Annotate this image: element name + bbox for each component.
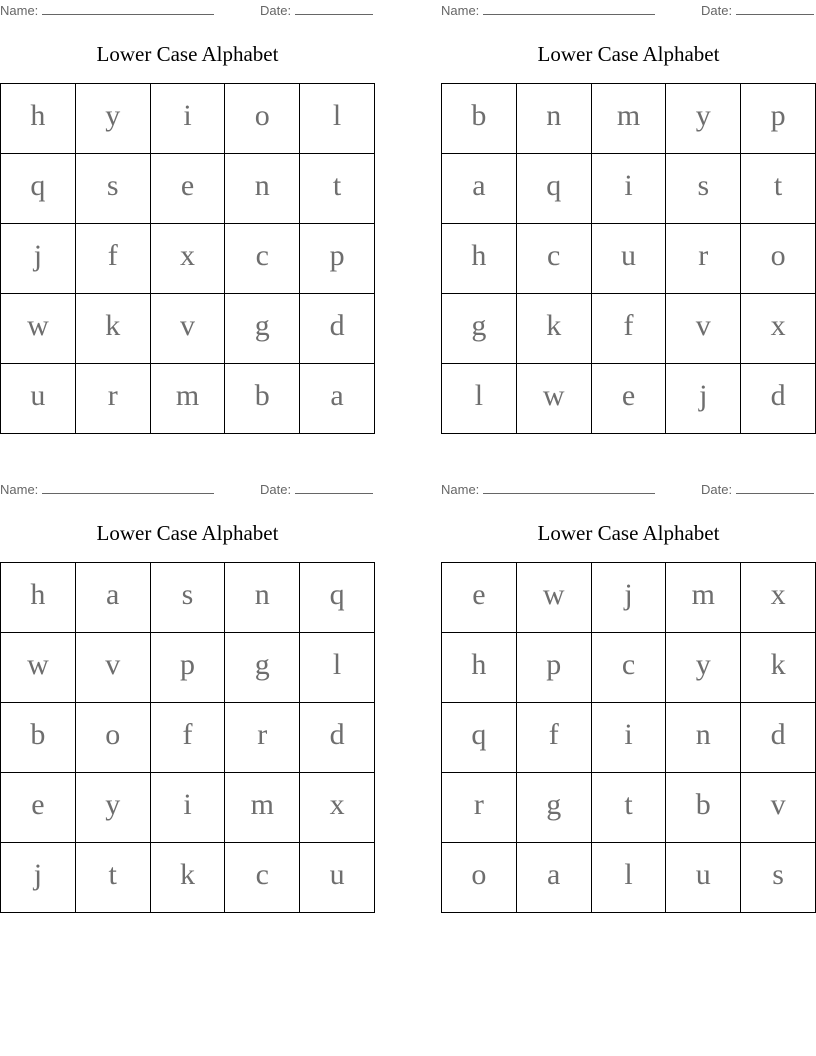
letter: g xyxy=(546,787,562,821)
letter-cell xyxy=(591,364,666,434)
worksheet-title: Lower Case Alphabet xyxy=(96,521,279,545)
letter: d xyxy=(329,308,345,342)
letter: b xyxy=(30,717,46,751)
letter-cell xyxy=(666,703,741,773)
letter-cell xyxy=(516,294,591,364)
letter: i xyxy=(624,717,633,751)
letter: e xyxy=(621,378,636,412)
date-label: Date: xyxy=(701,3,733,18)
grid-row xyxy=(1,154,375,224)
letter-cell xyxy=(75,154,150,224)
letter-cell xyxy=(225,703,300,773)
letter-cell xyxy=(300,563,375,633)
worksheet-title: Lower Case Alphabet xyxy=(537,42,720,66)
letter: v xyxy=(180,308,195,342)
letter-cell xyxy=(1,84,76,154)
date-field[interactable] xyxy=(701,482,814,497)
letter-cell xyxy=(516,563,591,633)
letter: o xyxy=(471,857,487,891)
grid-row xyxy=(1,843,375,913)
letter-cell xyxy=(150,364,225,434)
letter: t xyxy=(332,168,342,202)
letter-cell xyxy=(1,563,76,633)
grid-row xyxy=(442,84,816,154)
letter: j xyxy=(699,378,708,412)
letter: e xyxy=(180,168,195,202)
grid-row xyxy=(442,294,816,364)
letter-cell xyxy=(591,563,666,633)
date-label: Date: xyxy=(260,3,292,18)
letter-cell xyxy=(150,84,225,154)
letter-cell xyxy=(666,773,741,843)
name-blank-line[interactable] xyxy=(483,4,655,15)
letter-cell xyxy=(75,224,150,294)
letter: p xyxy=(546,647,562,681)
letter: v xyxy=(105,647,121,681)
letter-cell xyxy=(442,224,517,294)
letter-cell xyxy=(741,294,816,364)
letter: h xyxy=(30,577,46,611)
letter-cell xyxy=(225,84,300,154)
letter-cell xyxy=(300,154,375,224)
letter: b xyxy=(254,378,270,412)
letter: r xyxy=(473,787,484,821)
letter-cell xyxy=(442,154,517,224)
date-field[interactable] xyxy=(260,482,373,497)
letter: o xyxy=(254,98,270,132)
grid-row xyxy=(1,224,375,294)
letter-cell xyxy=(741,843,816,913)
letter: o xyxy=(105,717,121,751)
letter: w xyxy=(542,577,565,611)
letter-cell xyxy=(225,154,300,224)
letter-cell xyxy=(300,294,375,364)
letter: s xyxy=(181,577,194,611)
letter-cell xyxy=(150,224,225,294)
letter-cell xyxy=(591,773,666,843)
name-label: Name: xyxy=(441,3,480,18)
letter: i xyxy=(183,98,192,132)
letter-cell xyxy=(442,703,517,773)
letter: w xyxy=(542,378,565,412)
letter: x xyxy=(329,787,345,821)
letter: k xyxy=(179,857,195,891)
letter-cell xyxy=(225,563,300,633)
letter: a xyxy=(106,577,120,611)
grid-row xyxy=(1,633,375,703)
letter-cell xyxy=(300,364,375,434)
letter: q xyxy=(471,717,487,751)
letter: l xyxy=(332,98,342,132)
worksheet-header xyxy=(0,0,375,20)
letter-cell xyxy=(591,843,666,913)
name-blank-line[interactable] xyxy=(483,483,655,494)
grid-row xyxy=(442,773,816,843)
letter-cell xyxy=(225,633,300,703)
letter: y xyxy=(105,98,121,132)
letter-cell xyxy=(75,364,150,434)
letter-cell xyxy=(300,224,375,294)
letter: n xyxy=(254,577,270,611)
letter-cell xyxy=(666,294,741,364)
letter: s xyxy=(772,857,784,891)
letter-cell xyxy=(75,843,150,913)
letter: h xyxy=(30,98,46,132)
letter-cell xyxy=(75,294,150,364)
letter-cell xyxy=(1,703,76,773)
letter: f xyxy=(623,308,634,342)
letter-cell xyxy=(442,294,517,364)
letter-cell xyxy=(225,224,300,294)
letter: e xyxy=(472,577,486,611)
letter-cell xyxy=(75,633,150,703)
letter-cell xyxy=(75,563,150,633)
letter: r xyxy=(107,378,118,412)
letter-cell xyxy=(442,84,517,154)
letter-cell xyxy=(225,364,300,434)
grid-row xyxy=(442,703,816,773)
letter: r xyxy=(257,717,268,751)
grid-row xyxy=(442,364,816,434)
letter: m xyxy=(250,787,274,821)
letter-cell xyxy=(741,563,816,633)
letter: l xyxy=(624,857,633,891)
letter-cell xyxy=(591,224,666,294)
grid-row xyxy=(442,224,816,294)
letter-cell xyxy=(741,703,816,773)
letter: t xyxy=(773,168,783,202)
date-label: Date: xyxy=(701,482,733,497)
letter-cell xyxy=(150,294,225,364)
letter: g xyxy=(254,647,270,681)
letter: c xyxy=(255,238,269,272)
letter: v xyxy=(695,308,711,342)
letter: x xyxy=(180,238,195,272)
letter: t xyxy=(624,787,633,821)
letter-cell xyxy=(300,84,375,154)
worksheet-header xyxy=(0,479,375,499)
grid-row xyxy=(1,563,375,633)
letter-cell xyxy=(442,563,517,633)
letter: p xyxy=(770,98,786,132)
letter-cell xyxy=(1,843,76,913)
letter: c xyxy=(621,647,636,681)
letter: t xyxy=(108,857,117,891)
letter-cell xyxy=(741,224,816,294)
letter: q xyxy=(329,577,345,611)
letter: g xyxy=(254,308,270,342)
letter-cell xyxy=(300,773,375,843)
letter-cell xyxy=(300,633,375,703)
letter: p xyxy=(329,238,345,272)
letter-cell xyxy=(442,773,517,843)
grid-row xyxy=(442,843,816,913)
letter: f xyxy=(182,717,193,751)
letter: q xyxy=(30,168,46,202)
letter: g xyxy=(471,308,487,342)
letter-cell xyxy=(591,84,666,154)
letter-cell xyxy=(442,843,517,913)
letter: l xyxy=(474,378,484,412)
letter-cell xyxy=(591,154,666,224)
letter: b xyxy=(695,787,711,821)
letter-cell xyxy=(516,703,591,773)
letter: h xyxy=(471,238,487,272)
letter: n xyxy=(695,717,711,751)
letter: w xyxy=(27,308,49,342)
letter-cell xyxy=(150,633,225,703)
letter-cell xyxy=(75,773,150,843)
letter-cell xyxy=(741,633,816,703)
letter: s xyxy=(106,168,119,202)
grid-row xyxy=(1,364,375,434)
worksheet-title: Lower Case Alphabet xyxy=(96,42,279,66)
name-blank-line[interactable] xyxy=(42,4,214,15)
letter: d xyxy=(770,717,786,751)
letter-cell xyxy=(516,633,591,703)
letter-cell xyxy=(150,154,225,224)
letter: y xyxy=(105,787,121,821)
grid-row xyxy=(442,633,816,703)
letter-cell xyxy=(150,703,225,773)
letter: d xyxy=(329,717,345,751)
letter-cell xyxy=(1,773,76,843)
letter: o xyxy=(770,238,786,272)
letter: s xyxy=(697,168,710,202)
letter-cell xyxy=(442,633,517,703)
letter: u xyxy=(30,378,46,412)
letter: d xyxy=(770,378,786,412)
letter-cell xyxy=(1,224,76,294)
letter-cell xyxy=(225,773,300,843)
letter-cell xyxy=(1,154,76,224)
date-blank-line[interactable] xyxy=(295,4,373,15)
letter-cell xyxy=(1,633,76,703)
letter: h xyxy=(471,647,487,681)
letter: f xyxy=(548,717,559,751)
letter-grid xyxy=(441,83,816,434)
letter: m xyxy=(691,577,715,611)
name-field[interactable] xyxy=(0,3,214,18)
name-field[interactable] xyxy=(441,3,655,18)
letter-cell xyxy=(591,294,666,364)
letter-cell xyxy=(666,633,741,703)
letter-cell xyxy=(150,843,225,913)
letter: c xyxy=(255,857,269,891)
date-blank-line[interactable] xyxy=(736,4,814,15)
letter: m xyxy=(175,378,200,412)
letter-cell xyxy=(516,364,591,434)
letter-cell xyxy=(150,563,225,633)
letter: a xyxy=(547,857,561,891)
date-blank-line[interactable] xyxy=(736,483,814,494)
letter: j xyxy=(33,857,43,891)
letter: c xyxy=(547,238,561,272)
date-field[interactable] xyxy=(701,3,814,18)
letter: w xyxy=(27,647,49,681)
letter: x xyxy=(770,308,786,342)
letter-grid xyxy=(0,562,375,913)
letter: m xyxy=(616,98,641,132)
name-label: Name: xyxy=(441,482,480,497)
letter: j xyxy=(624,577,633,611)
letter: p xyxy=(179,647,195,681)
letter-cell xyxy=(1,364,76,434)
letter-cell xyxy=(666,84,741,154)
grid-row xyxy=(1,773,375,843)
letter: b xyxy=(471,98,487,132)
letter: y xyxy=(695,647,711,681)
letter: i xyxy=(624,168,633,202)
letter-grid xyxy=(0,83,375,434)
letter-cell xyxy=(516,773,591,843)
worksheet-header xyxy=(441,0,816,20)
letter-cell xyxy=(1,294,76,364)
worksheet-title: Lower Case Alphabet xyxy=(537,521,720,545)
letter: u xyxy=(621,238,636,272)
name-field[interactable] xyxy=(441,482,655,497)
letter-cell xyxy=(516,84,591,154)
letter-cell xyxy=(300,703,375,773)
letter: n xyxy=(254,168,270,202)
grid-row xyxy=(1,84,375,154)
letter-cell xyxy=(442,364,517,434)
letter-cell xyxy=(75,84,150,154)
grid-row xyxy=(442,154,816,224)
name-label: Name: xyxy=(0,3,39,18)
letter: u xyxy=(695,857,711,891)
letter: r xyxy=(698,238,709,272)
letter-cell xyxy=(150,773,225,843)
letter-cell xyxy=(666,364,741,434)
letter-cell xyxy=(666,843,741,913)
name-label: Name: xyxy=(0,482,39,497)
letter: v xyxy=(770,787,786,821)
grid-row xyxy=(442,563,816,633)
letter-cell xyxy=(516,154,591,224)
letter: q xyxy=(546,168,562,202)
letter-cell xyxy=(75,703,150,773)
letter-cell xyxy=(666,563,741,633)
worksheet-header xyxy=(441,479,816,499)
letter: i xyxy=(183,787,192,821)
letter: k xyxy=(105,308,121,342)
letter-cell xyxy=(666,154,741,224)
letter: a xyxy=(330,378,344,412)
date-blank-line[interactable] xyxy=(295,483,373,494)
letter: n xyxy=(546,98,562,132)
letter-cell xyxy=(741,364,816,434)
letter-cell xyxy=(591,703,666,773)
letter-cell xyxy=(300,843,375,913)
letter: k xyxy=(770,647,786,681)
letter: a xyxy=(472,168,486,202)
letter-cell xyxy=(225,294,300,364)
letter-cell xyxy=(225,843,300,913)
letter-cell xyxy=(666,224,741,294)
letter: k xyxy=(546,308,562,342)
letter-cell xyxy=(741,773,816,843)
letter-cell xyxy=(741,84,816,154)
letter-cell xyxy=(516,224,591,294)
letter: j xyxy=(33,238,43,272)
letter-cell xyxy=(741,154,816,224)
date-field[interactable] xyxy=(260,3,373,18)
letter-cell xyxy=(591,633,666,703)
letter-cell xyxy=(516,843,591,913)
letter: e xyxy=(31,787,45,821)
grid-row xyxy=(1,703,375,773)
letter-grid xyxy=(441,562,816,913)
letter: x xyxy=(770,577,786,611)
grid-row xyxy=(1,294,375,364)
letter: y xyxy=(695,98,711,132)
name-blank-line[interactable] xyxy=(42,483,214,494)
name-field[interactable] xyxy=(0,482,214,497)
letter: u xyxy=(329,857,345,891)
letter: f xyxy=(107,238,118,272)
letter: l xyxy=(332,647,342,681)
date-label: Date: xyxy=(260,482,292,497)
